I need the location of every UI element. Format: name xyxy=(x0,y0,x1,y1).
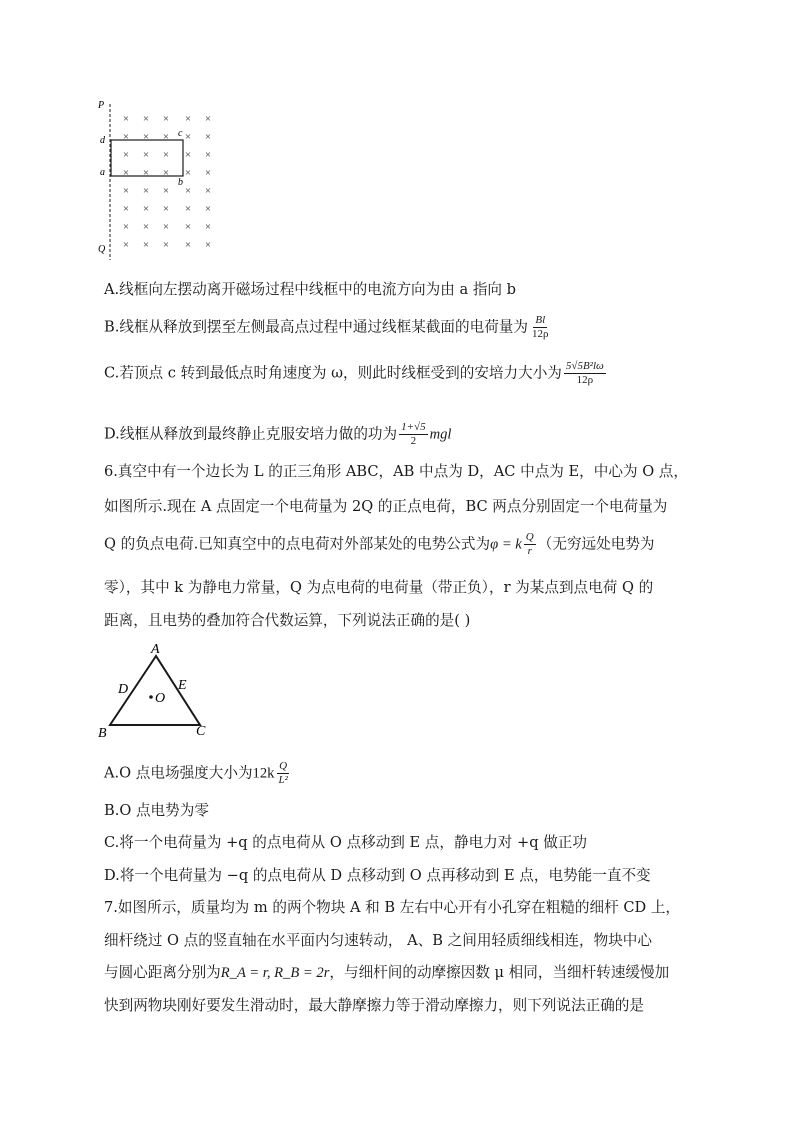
field-cross: × xyxy=(142,239,150,251)
field-cross: × xyxy=(204,113,212,125)
field-cross: × xyxy=(122,185,130,197)
field-cross: × xyxy=(162,203,170,215)
q6-potential-fraction: $\frac{Q}{r}$ xyxy=(525,531,534,557)
field-cross: × xyxy=(142,203,150,215)
q5-option-a: A.线框向左摆动离开磁场过程中线框中的电流方向为由 a 指向 b xyxy=(104,281,516,298)
field-cross: × xyxy=(204,167,212,179)
q6-option-a: A.O 点电场强度大小为12k $\frac{Q}{\text{L²}}$ xyxy=(104,760,288,786)
label-p: P xyxy=(98,100,105,111)
field-cross: × xyxy=(142,167,150,179)
q6-stem-line1: 6.真空中有一个边长为 L 的正三角形 ABC，AB 中点为 D，AC 中点为 E，中心为 O 点， xyxy=(104,463,688,480)
field-cross: × xyxy=(122,203,130,215)
label-e: E xyxy=(178,678,187,693)
q5-d-fraction: $\frac{1+√5}{2}$ xyxy=(401,421,426,447)
field-cross: × xyxy=(142,149,150,161)
field-cross: × xyxy=(204,203,212,215)
q7-stem-line1: 7.如图所示，质量均为 m 的两个物块 A 和 B 左右中心开有小孔穿在粗糙的细杆 CD 上， xyxy=(104,899,681,916)
label-b: b xyxy=(178,177,183,188)
q6-stem-line5: 距离，且电势的叠加符合代数运算，下列说法正确的是( ) xyxy=(104,612,471,629)
label-d: d xyxy=(100,135,105,146)
field-cross: × xyxy=(184,149,192,161)
field-cross: × xyxy=(184,131,192,143)
field-cross: × xyxy=(162,239,170,251)
q5-b-fraction: $\frac{Bl}{12\rho}$ xyxy=(532,314,549,340)
label-q: Q xyxy=(98,244,106,255)
q6-stem-line3: Q 的负点电荷.已知真空中的点电荷对外部某处的电势公式为φ = k $\frac{Q}{r}$ （无穷远处电势为 xyxy=(104,531,655,557)
q7-radius-equation: R_A = r, R_B = 2r xyxy=(220,965,330,981)
field-cross: × xyxy=(142,131,150,143)
q5-option-d: D.线框从释放到最终静止克服安培力做的功为 $\frac{1+√5}{2}$ mgl xyxy=(104,421,452,447)
field-cross: × xyxy=(142,113,150,125)
label-d: D xyxy=(118,682,129,697)
q6-option-d: D.将一个电荷量为 −q 的点电荷从 D 点移动到 O 点再移动到 E 点，电势能一直不变 xyxy=(104,867,651,884)
q5-c-fraction: $\frac{\text{5√5B²lω}}{12\rho}$ xyxy=(565,360,604,386)
q6-stem-line2: 如图所示.现在 A 点固定一个电荷量为 2Q 的正点电荷，BC 两点分别固定一个电荷量为 xyxy=(104,498,668,515)
field-cross: × xyxy=(122,113,130,125)
field-cross: × xyxy=(184,185,192,197)
field-cross: × xyxy=(162,185,170,197)
field-cross: × xyxy=(122,221,130,233)
q6-a-fraction: $\frac{Q}{\text{L²}}$ xyxy=(278,760,288,786)
q6-option-c: C.将一个电荷量为 +q 的点电荷从 O 点移动到 E 点，静电力对 +q 做正功 xyxy=(104,834,587,851)
q6-option-b: B.O 点电势为零 xyxy=(104,802,209,819)
q5-option-b: B.线框从释放到摆至左侧最高点过程中通过线框某截面的电荷量为 $\frac{Bl}{12\rho}$ xyxy=(104,314,549,340)
q7-stem-line3: 与圆心距离分别为R_A = r, R_B = 2r，与细杆间的动摩擦因数 μ 相同，当细杆转速缓慢加 xyxy=(104,964,670,981)
center-dot xyxy=(149,695,153,699)
field-cross: × xyxy=(142,221,150,233)
field-cross: × xyxy=(184,239,192,251)
field-cross: × xyxy=(204,149,212,161)
field-cross: × xyxy=(142,185,150,197)
field-cross: × xyxy=(204,131,212,143)
label-a: a xyxy=(100,167,105,178)
field-cross: × xyxy=(204,221,212,233)
field-cross: × xyxy=(162,113,170,125)
magnetic-field-figure xyxy=(96,96,226,266)
q5-option-c: C.若顶点 c 转到最低点时角速度为 ω，则此时线框受到的安培力大小为 $\frac{\text{5√5B²lω}}{12\rho}$ xyxy=(104,360,604,386)
label-c: c xyxy=(178,128,183,139)
field-cross: × xyxy=(122,239,130,251)
field-cross: × xyxy=(122,131,130,143)
q7-stem-line4: 快到两物块刚好要发生滑动时，最大静摩擦力等于滑动摩擦力，则下列说法正确的是 xyxy=(104,997,644,1014)
field-cross: × xyxy=(184,221,192,233)
field-cross: × xyxy=(122,149,130,161)
label-o: O xyxy=(155,691,166,706)
q7-stem-line2: 细杆绕过 O 点的竖直轴在水平面内匀速转动， A、B 之间用轻质细线相连，物块中心 xyxy=(104,932,652,949)
field-cross: × xyxy=(184,203,192,215)
label-b: B xyxy=(98,726,107,738)
field-cross: × xyxy=(204,185,212,197)
q6-stem-line4: 零），其中 k 为静电力常量，Q 为点电荷的电荷量（带正负），r 为某点到点电荷 Q 的 xyxy=(104,579,654,596)
field-cross: × xyxy=(184,167,192,179)
field-cross: × xyxy=(162,221,170,233)
field-cross: × xyxy=(204,239,212,251)
field-cross: × xyxy=(162,167,170,179)
label-c: C xyxy=(196,724,206,738)
field-cross: × xyxy=(162,131,170,143)
field-cross: × xyxy=(162,149,170,161)
field-cross: × xyxy=(184,113,192,125)
field-cross: × xyxy=(122,167,130,179)
triangle-figure xyxy=(96,638,226,738)
label-a: A xyxy=(151,642,160,657)
